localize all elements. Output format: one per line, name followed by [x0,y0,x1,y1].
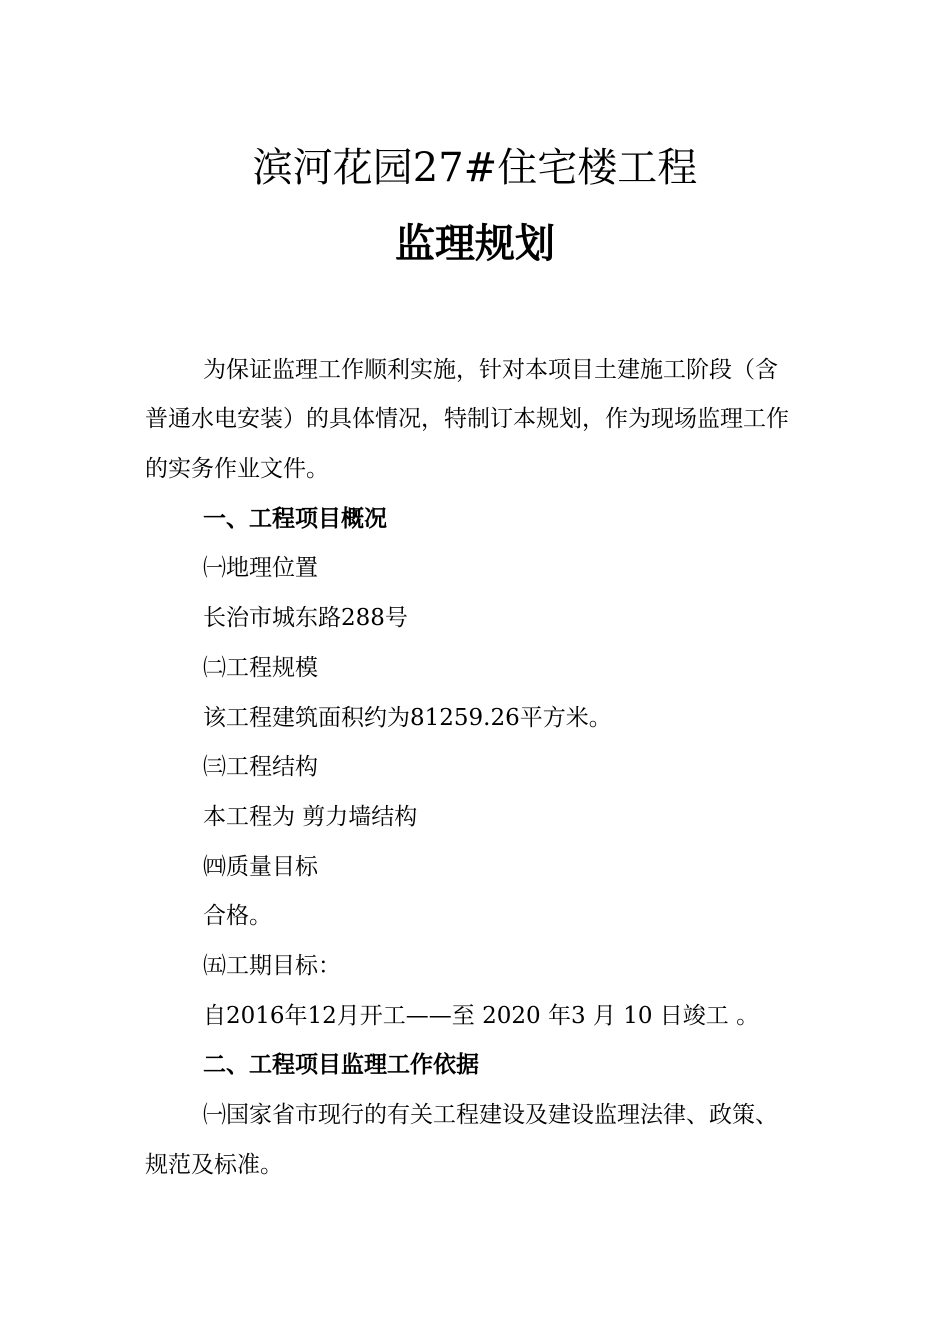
intro-line-2: 普通水电安装）的具体情况，特制订本规划，作为现场监理工作 [145,406,789,432]
section-1-heading: 一、工程项目概况 [203,505,387,532]
basis-item-1-line-1: ㈠国家省市现行的有关工程建设及建设监理法律、政策、 [203,1102,778,1128]
schedule-label: ㈤工期目标： [203,953,341,979]
structure-label: ㈢工程结构 [203,754,318,780]
intro-line-1: 为保证监理工作顺利实施，针对本项目土建施工阶段（含 [203,357,778,383]
structure-value: 本工程为 剪力墙结构 [203,804,418,830]
quality-label: ㈣质量目标 [203,854,318,880]
intro-line-3: 的实务作业文件。 [145,456,329,482]
location-label: ㈠地理位置 [203,555,318,581]
document-title: 滨河花园27#住宅楼工程 [252,145,698,191]
section-2-heading: 二、工程项目监理工作依据 [203,1051,479,1078]
document-subtitle: 监理规划 [395,220,555,267]
scale-label: ㈡工程规模 [203,655,318,681]
quality-value: 合格。 [203,903,272,929]
schedule-value: 自2016年12月开工——至 2020 年3 月 10 日竣工 。 [203,1003,760,1029]
location-value: 长治市城东路288号 [203,605,408,631]
basis-item-1-line-2: 规范及标准。 [145,1152,283,1178]
scale-value: 该工程建筑面积约为81259.26平方米。 [203,705,612,731]
